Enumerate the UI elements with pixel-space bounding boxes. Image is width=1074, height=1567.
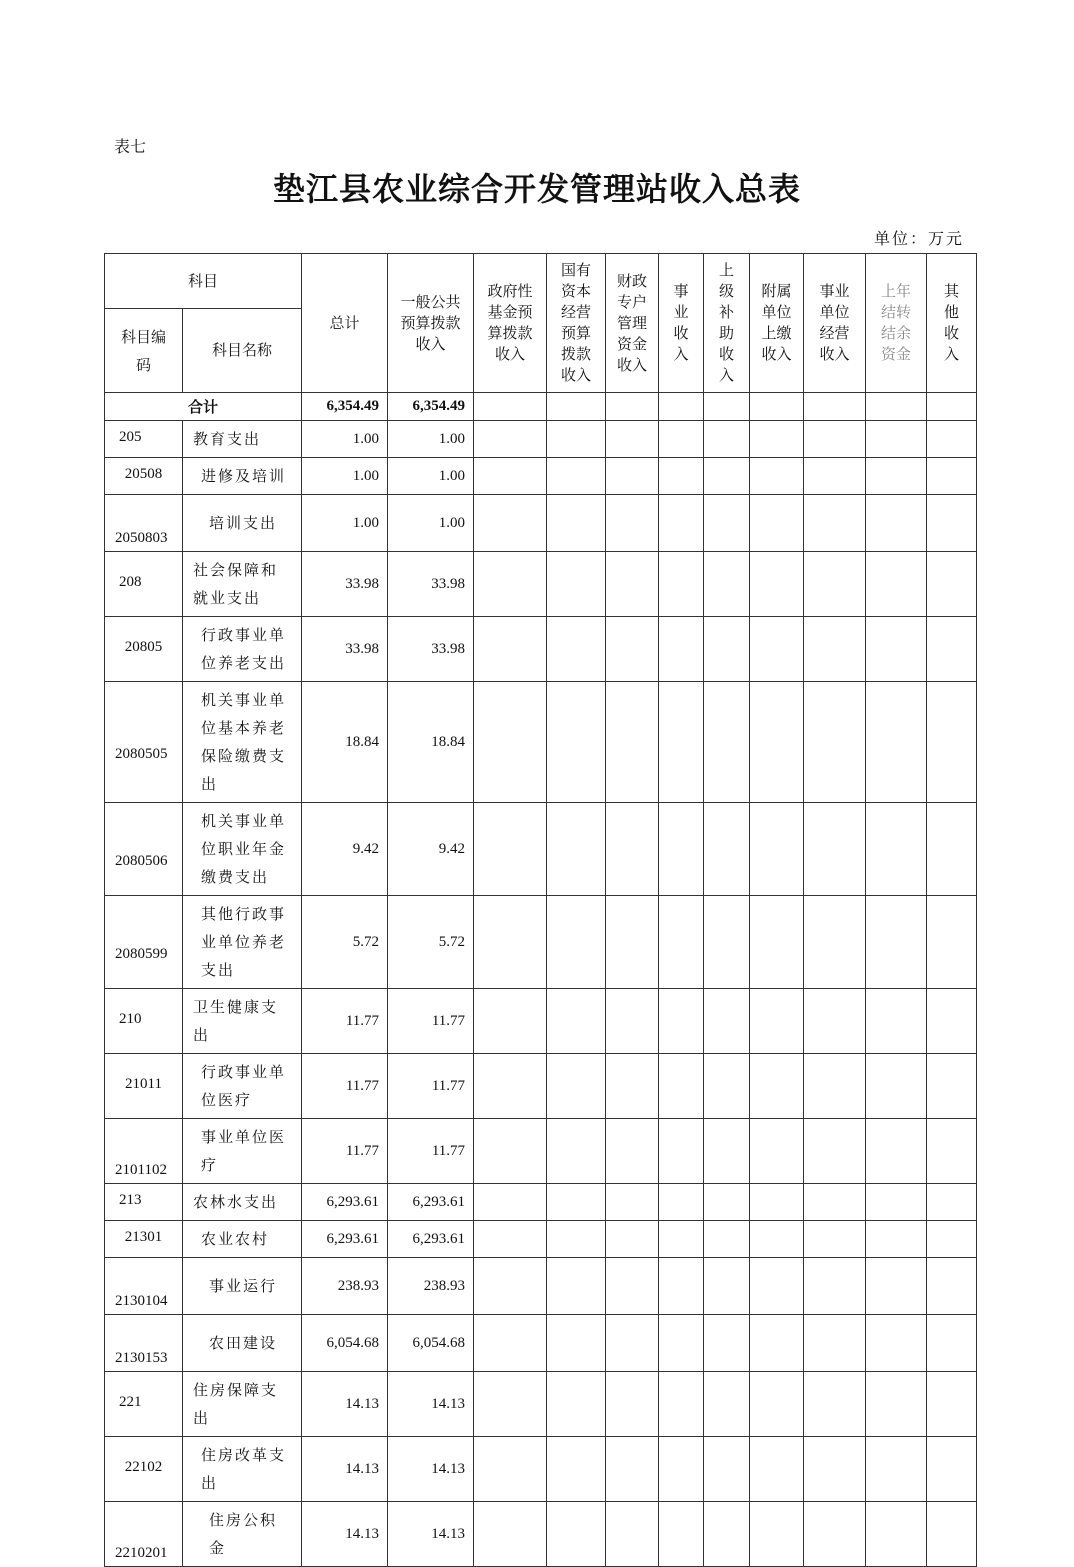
row-general: 14.13	[388, 1502, 474, 1567]
header-gov-fund: 政府性基金预算拨款收入	[474, 254, 547, 393]
row-code: 21301	[105, 1221, 183, 1258]
row-general: 14.13	[388, 1372, 474, 1437]
header-name: 科目名称	[183, 309, 302, 393]
row-name: 培训支出	[183, 495, 302, 552]
table-row	[105, 1184, 977, 1221]
row-name: 事业运行	[183, 1258, 302, 1315]
header-special: 财政专户管理资金收入	[606, 254, 659, 393]
table-number-label: 表七	[114, 137, 147, 156]
row-general: 33.98	[388, 617, 474, 682]
row-code: 205	[105, 421, 183, 458]
table-row	[105, 1258, 977, 1315]
header-general: 一般公共预算拨款收入	[388, 254, 474, 393]
header-business: 事业收入	[659, 254, 704, 393]
row-total: 6,054.68	[302, 1315, 388, 1372]
row-total: 33.98	[302, 617, 388, 682]
row-name: 机关事业单位职业年金缴费支出	[183, 803, 302, 896]
table-row	[105, 495, 977, 552]
row-total: 14.13	[302, 1372, 388, 1437]
row-code: 2210201	[105, 1502, 183, 1567]
header-operating: 事业单位经营收入	[804, 254, 866, 393]
row-name: 其他行政事业单位养老支出	[183, 896, 302, 989]
header-other: 其他收入	[927, 254, 977, 393]
row-general: 9.42	[388, 803, 474, 896]
row-code: 2050803	[105, 495, 183, 552]
row-code: 2130104	[105, 1258, 183, 1315]
row-total: 6,293.61	[302, 1184, 388, 1221]
row-code: 2080599	[105, 896, 183, 989]
row-name: 农业农村	[183, 1221, 302, 1258]
row-name: 机关事业单位基本养老保险缴费支出	[183, 682, 302, 803]
row-total: 11.77	[302, 989, 388, 1054]
header-total: 总计	[302, 254, 388, 393]
table-row	[105, 1054, 977, 1119]
row-name: 住房保障支出	[183, 1372, 302, 1437]
table-row	[105, 896, 977, 989]
row-general: 11.77	[388, 1054, 474, 1119]
row-total: 11.77	[302, 1054, 388, 1119]
row-name: 社会保障和就业支出	[183, 552, 302, 617]
table-row	[105, 989, 977, 1054]
total-label: 合计	[105, 393, 302, 421]
total-amount: 6,354.49	[302, 393, 388, 421]
row-total: 18.84	[302, 682, 388, 803]
header-upper: 上级补助收入	[704, 254, 750, 393]
row-code: 2101102	[105, 1119, 183, 1184]
row-name: 进修及培训	[183, 458, 302, 495]
row-total: 238.93	[302, 1258, 388, 1315]
row-name: 农田建设	[183, 1315, 302, 1372]
table-row	[105, 552, 977, 617]
row-general: 11.77	[388, 989, 474, 1054]
row-general: 11.77	[388, 1119, 474, 1184]
row-code: 208	[105, 552, 183, 617]
unit-label: 单位：万元	[873, 229, 964, 248]
row-total: 6,293.61	[302, 1221, 388, 1258]
row-total: 14.13	[302, 1437, 388, 1502]
table-row	[105, 1119, 977, 1184]
row-total: 1.00	[302, 458, 388, 495]
row-code: 2130153	[105, 1315, 183, 1372]
table-row	[105, 1372, 977, 1437]
row-general: 5.72	[388, 896, 474, 989]
row-general: 1.00	[388, 495, 474, 552]
row-code: 20508	[105, 458, 183, 495]
header-affiliated: 附属单位上缴收入	[750, 254, 804, 393]
row-code: 20805	[105, 617, 183, 682]
row-name: 教育支出	[183, 421, 302, 458]
row-code: 22102	[105, 1437, 183, 1502]
row-code: 2080505	[105, 682, 183, 803]
row-code: 2080506	[105, 803, 183, 896]
row-name: 住房公积金	[183, 1502, 302, 1567]
table-row	[105, 803, 977, 896]
row-general: 18.84	[388, 682, 474, 803]
row-total: 14.13	[302, 1502, 388, 1567]
header-code: 科目编码	[105, 309, 183, 393]
page-title: 垫江县农业综合开发管理站收入总表	[272, 170, 801, 208]
row-code: 213	[105, 1184, 183, 1221]
table-row	[105, 1437, 977, 1502]
row-general: 14.13	[388, 1437, 474, 1502]
row-name: 住房改革支出	[183, 1437, 302, 1502]
row-total: 11.77	[302, 1119, 388, 1184]
row-total: 1.00	[302, 421, 388, 458]
row-name: 行政事业单位医疗	[183, 1054, 302, 1119]
header-subject: 科目	[105, 254, 302, 309]
table-row	[105, 617, 977, 682]
row-total: 9.42	[302, 803, 388, 896]
total-general: 6,354.49	[388, 393, 474, 421]
row-code: 210	[105, 989, 183, 1054]
table-row	[105, 682, 977, 803]
row-general: 1.00	[388, 458, 474, 495]
row-total: 33.98	[302, 552, 388, 617]
row-code: 221	[105, 1372, 183, 1437]
row-total: 5.72	[302, 896, 388, 989]
row-general: 6,293.61	[388, 1221, 474, 1258]
table-row	[105, 1315, 977, 1372]
row-general: 1.00	[388, 421, 474, 458]
row-name: 农林水支出	[183, 1184, 302, 1221]
row-total: 1.00	[302, 495, 388, 552]
row-general: 33.98	[388, 552, 474, 617]
row-name: 事业单位医疗	[183, 1119, 302, 1184]
table-row-total	[105, 393, 977, 421]
row-general: 238.93	[388, 1258, 474, 1315]
row-general: 6,054.68	[388, 1315, 474, 1372]
header-state-capital: 国有资本经营预算拨款收入	[547, 254, 606, 393]
row-code: 21011	[105, 1054, 183, 1119]
table-row	[105, 458, 977, 495]
income-summary-table	[104, 253, 977, 1567]
row-general: 6,293.61	[388, 1184, 474, 1221]
row-name: 行政事业单位养老支出	[183, 617, 302, 682]
table-row	[105, 1502, 977, 1567]
row-name: 卫生健康支出	[183, 989, 302, 1054]
table-row	[105, 421, 977, 458]
header-carryover: 上年结转结余资金	[866, 254, 927, 393]
table-row	[105, 1221, 977, 1258]
